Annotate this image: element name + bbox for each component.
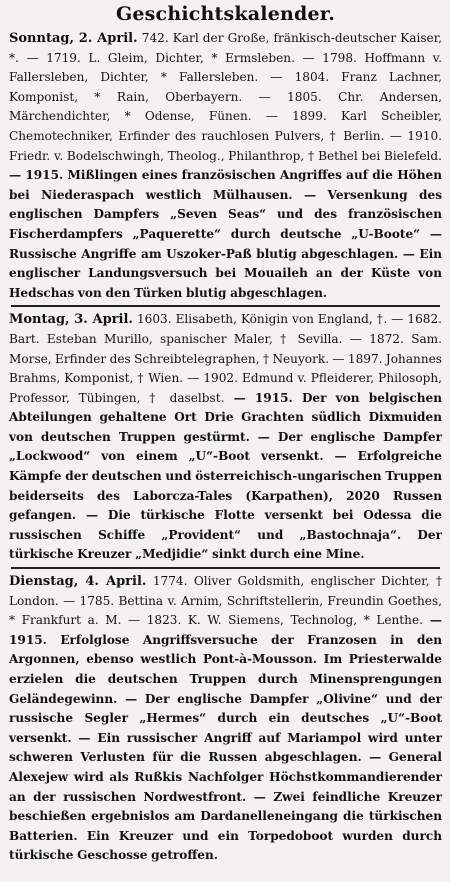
entry-events: — 1915. Mißlingen eines französischen Angriffes auf die Höhen bei Niederaspach westlich Mülhausen. — Versenkung des englischen Dampfers „Seven Seas“ und des französischen Fischerdampfers „Paquerette“ durch deutsche „U-Boote“ — Russische Angriffe am Uszoker-Paß blutig abgeschlagen. — Ein englischer Landungsversuch bei Mouaileh an der Küste von Hedschas von den Türken blutig abgeschlagen. [9,168,442,300]
entry-day: Sonntag, 2. April. [9,31,138,46]
entry-births: 1603. Elisabeth, Königin von England, †. — 1682. Bart. Esteban Murillo, spanischer Maler, † Sevilla. — 1872. Sam. Morse, Erfinder des Schreibtelegraphen, † Neuyork. — 1897. Johannes Brahms, Komponist, † Wien. — 1902. Edmund v. Pfleiderer, Philosoph, Professor, Tübingen, † daselbst. [9,312,442,405]
entry-events: — 1915. Der von belgischen Abteilungen gehaltene Ort Drie Grachten südlich Dixmuiden von deutschen Truppen gestürmt. — Der englische Dampfer „Lockwood“ von einem „U“-Boot versenkt. — Erfolgreiche Kämpfe der deutschen und österreichisch-ungarischen Truppen beiderseits des Laborcza-Tales (Karpathen), 2020 Russen gefangen. — Die türkische Flotte versenkt bei Odessa die russischen Schiffe „Provident“ und „Bastochnaja“. Der türkische Kreuzer „Medjidie“ sinkt durch eine Mine. [9,390,442,562]
divider [11,305,440,307]
entry-births: 742. Karl der Große, fränkisch-deutscher Kaiser, *. — 1719. L. Gleim, Dichter, * Ermsleben. — 1798. Hoffmann v. Fallersleben, Dichter, * Fallersleben. — 1804. Franz Lachner, Komponist, * Rain, Oberbayern. — 1805. Chr. Andersen, Märchendichter, * Odense, Fünen. — 1899. Karl Scheibler, Chemotechniker, Erfinder des rauchlosen Pulvers, † Berlin. — 1910. Friedr. v. Bodelschwingh, Theolog., Philanthrop, † Bethel bei Bielefeld. [9,31,442,163]
entry-births: 1774. Oliver Goldsmith, englischer Dichter, † London. — 1785. Bettina v. Arnim, Schriftstellerin, Freundin Goethes, * Frankfurt a. M. — 1823. K. W. Siemens, Technolog, * Lenthe. [9,574,442,628]
page-title: Geschichtskalender. [115,3,336,25]
entry-tuesday [9,572,442,866]
divider [11,567,440,569]
entry-day: Montag, 3. April. [9,312,133,328]
entry-events: — 1915. Erfolglose Angriffsversuche der Franzosen in den Argonnen, ebenso westlich Pont-à-Mousson. Im Priesterwalde erzielen die deutschen Truppen durch Minensprengungen Geländegewinn. — Der englische Dampfer „Olivine“ und der russische Segler „Hermes“ durch ein deutsches „U“-Boot versenkt. — Ein russischer Angriff auf Mariampol wird unter schweren Verlusten für die Russen abgeschlagen. — General Alexejew wird als Rußkis Nachfolger Höchstkommandierender an der russischen Nordwestfront. — Zwei feindliche Kreuzer beschießen ergebnislos am Dardanelleneingang die türkischen Batterien. Ein Kreuzer und ein Torpedoboot wurden durch türkische Geschosse getroffen. [9,613,442,863]
entry-day: Dienstag, 4. April. [9,574,147,590]
entry-sunday [9,29,442,303]
entry-monday [9,310,442,565]
